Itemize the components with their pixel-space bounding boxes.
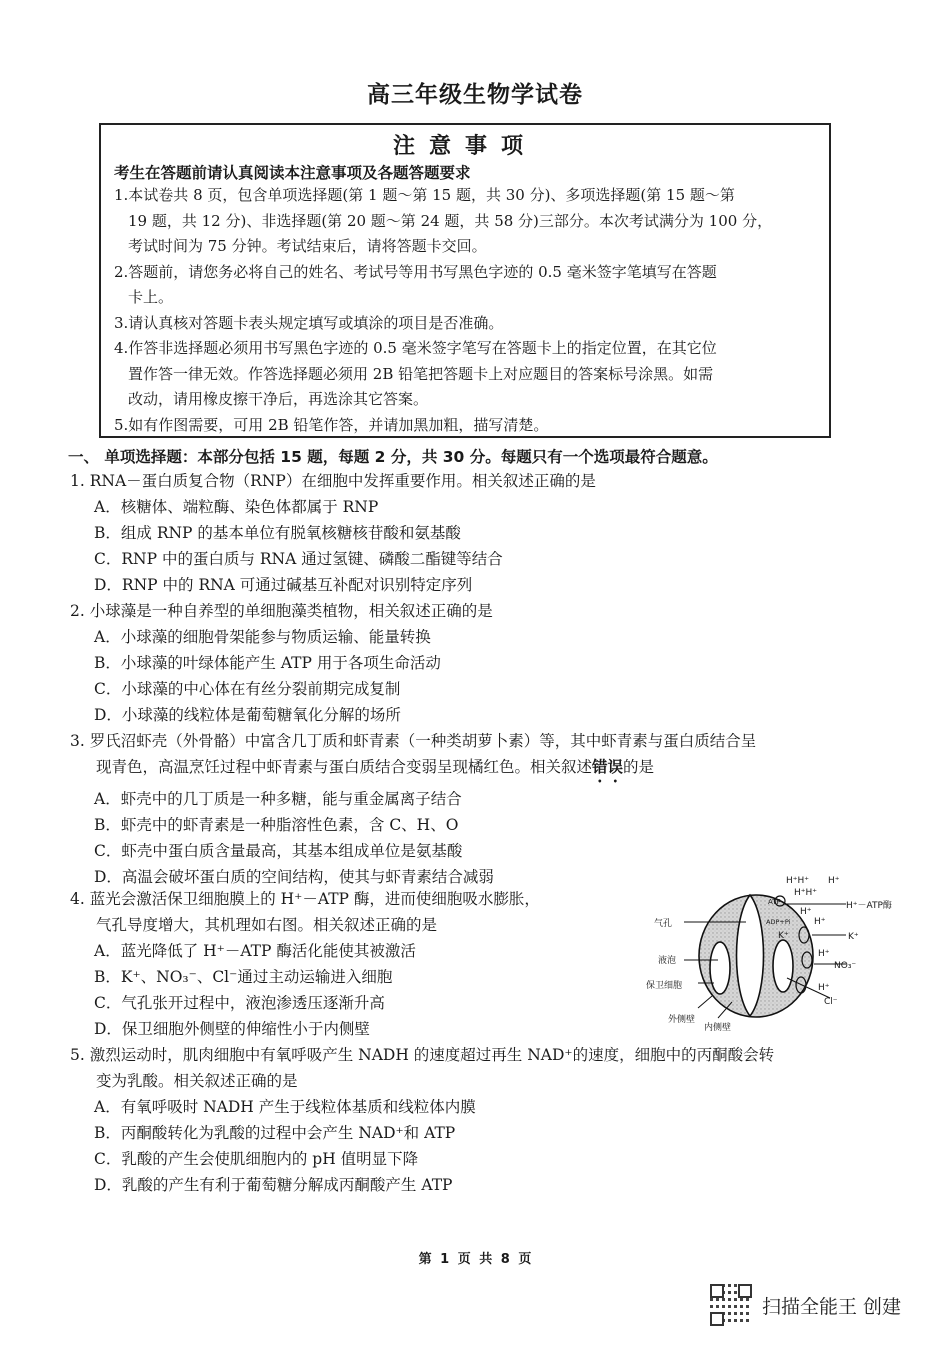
label-h-k: H⁺ [814,917,826,927]
question-stem-cont: 现青色，高温烹饪过程中虾青素与蛋白质结合变弱呈现橘红色。相关叙述 [96,758,593,776]
option-a: A．核糖体、端粒酶、染色体都属于 RNP [94,498,379,516]
page-number: 第 1 页 共 8 页 [418,1252,532,1267]
notice-line: 4.作答非选择题必须用书写黑色字迹的 0.5 毫米签字笔写在答题卡上的指定位置，在其它位 [114,339,717,357]
option-a: A．小球藻的细胞骨架能参与物质运输、能量转换 [94,628,431,646]
notice-line: 卡上。 [128,288,174,306]
guard-cell-shape [699,895,813,1017]
question-stem: 激烈运动时，肌肉细胞中有氧呼吸产生 NADH 的速度超过再生 NAD⁺的速度，细胞中的丙酮酸会转 [89,1046,775,1064]
label-stoma: 气孔 [654,919,673,929]
option-d: D．小球藻的线粒体是葡萄糖氧化分解的场所 [94,706,401,724]
notice-lines [114,183,824,438]
question-stem-cont: 变为乳酸。相关叙述正确的是 [96,1072,298,1090]
section-heading: 一、 单项选择题：本部分包括 15 题，每题 2 分，共 30 分。每题只有一个选项最符合题意。 [68,448,718,466]
option-a: A．虾壳中的几丁质是一种多糖，能与重金属离子结合 [94,790,462,808]
question-stem-cont: 气孔导度增大，其机理如右图。相关叙述正确的是 [96,916,438,934]
question-number: 2. [70,602,85,620]
label-k-out: K⁺ [848,932,859,942]
label-atp: ATP [768,898,781,906]
option-c: C．乳酸的产生会使肌细胞内的 pH 值明显下降 [94,1150,419,1168]
label-h-ions-3: H⁺H⁺ [794,888,818,898]
option-d: D．RNP 中的 RNA 可通过碱基互补配对识别特定序列 [94,576,473,594]
label-h-no3: H⁺ [818,949,830,959]
label-h-ions-2: H⁺ [828,876,840,886]
label-h-ions-1: H⁺H⁺ [786,876,810,886]
notice-line: 2.答题前，请您务必将自己的姓名、考试号等用书写黑色字迹的 0.5 毫米签字笔填写在答题 [114,262,717,281]
label-guard-cell: 保卫细胞 [646,981,683,991]
notice-heading: 注意事项 [392,134,537,159]
page-title: 高三年级生物学试卷 [367,82,583,108]
option-d: D．高温会破坏蛋白质的空间结构，使其与虾青素结合减弱 [94,868,494,886]
label-inner-wall: 内侧壁 [704,1023,732,1033]
label-cl: Cl⁻ [824,997,838,1007]
notice-line: 改动，请用橡皮擦干净后，再选涂其它答案。 [128,390,429,408]
question-stem: RNA－蛋白质复合物（RNP）在细胞中发挥重要作用。相关叙述正确的是 [89,472,596,490]
watermark-text: 扫描全能王 创建 [762,1295,902,1318]
scanner-watermark [710,1284,901,1326]
option-b: B．K⁺、NO₃⁻、Cl⁻通过主动运输进入细胞 [94,968,393,986]
question-number: 4. [70,890,85,908]
label-pump: H⁺－ATP酶 [846,901,892,911]
option-b: B．小球藻的叶绿体能产生 ATP 用于各项生命活动 [94,654,441,672]
option-d: D．乳酸的产生有利于葡萄糖分解成丙酮酸产生 ATP [94,1176,453,1194]
notice-line: 5.如有作图需要，可用 2B 铅笔作答，并请加黑加粗，描写清楚。 [114,415,549,434]
label-adp: ADP+Pi [766,918,791,926]
question-4 [70,886,540,1042]
label-h-ions-4: H⁺ [800,907,812,917]
option-c: C．气孔张开过程中，液泡渗透压逐渐升高 [94,994,385,1012]
question-number: 3. [70,732,85,750]
label-h-cl: H⁺ [818,983,830,993]
option-d: D．保卫细胞外侧壁的伸缩性小于内侧壁 [94,1020,370,1038]
question-5 [70,1042,774,1198]
qr-code-icon [710,1284,752,1326]
emphasis-wrong: 错误 [592,757,624,776]
option-b: B．丙酮酸转化为乳酸的过程中会产生 NAD⁺和 ATP [94,1124,456,1142]
question-3 [70,728,756,890]
label-k-in: K⁺ [778,931,789,941]
guard-cell-diagram [632,868,900,1036]
label-no3: NO₃⁻ [834,961,857,971]
question-number: 1. [70,472,85,490]
label-outer-wall: 外侧壁 [668,1015,696,1025]
notice-line: 置作答一律无效。作答选择题必须用 2B 铅笔把答题卡上对应题目的答案标号涂黑。如需 [128,364,714,383]
notice-box [99,123,831,438]
option-c: C．虾壳中蛋白质含量最高，其基本组成单位是氨基酸 [94,842,463,860]
question-stem: 蓝光会激活保卫细胞膜上的 H⁺－ATP 酶，进而使细胞吸水膨胀， [89,890,540,908]
question-stem: 小球藻是一种自养型的单细胞藻类植物，相关叙述正确的是 [89,602,493,620]
question-2 [70,598,493,728]
question-1 [70,468,596,598]
notice-line: 3.请认真核对答题卡表头规定填写或填涂的项目是否准确。 [114,313,504,332]
option-b: B．组成 RNP 的基本单位有脱氧核糖核苷酸和氨基酸 [94,524,461,542]
option-c: C．RNP 中的蛋白质与 RNA 通过氢键、磷酸二酯键等结合 [94,550,503,568]
notice-line: 考试时间为 75 分钟。考试结束后，请将答题卡交回。 [128,237,487,255]
option-a: A．蓝光降低了 H⁺－ATP 酶活化能使其被激活 [94,942,416,960]
question-number: 5. [70,1046,85,1064]
option-c: C．小球藻的中心体在有丝分裂前期完成复制 [94,680,401,698]
notice-line: 19 题，共 12 分)、非选择题(第 20 题～第 24 题，共 58 分)三部分。本次考试满分为 100 分， [128,211,773,230]
label-vacuole: 液泡 [658,956,677,966]
question-stem: 罗氏沼虾壳（外骨骼）中富含几丁质和虾青素（一种类胡萝卜素）等，其中虾青素与蛋白质结合呈 [89,732,757,750]
option-a: A．有氧呼吸时 NADH 产生于线粒体基质和线粒体内膜 [94,1098,476,1116]
question-stem-end: 的是 [623,758,655,776]
notice-subheading: 考生在答题前请认真阅读本注意事项及各题答题要求 [114,164,471,182]
notice-line: 1.本试卷共 8 页，包含单项选择题(第 1 题～第 15 题，共 30 分)、多项选择题(第 15 题～第 [114,186,735,204]
option-b: B．虾壳中的虾青素是一种脂溶性色素，含 C、H、O [94,816,459,834]
